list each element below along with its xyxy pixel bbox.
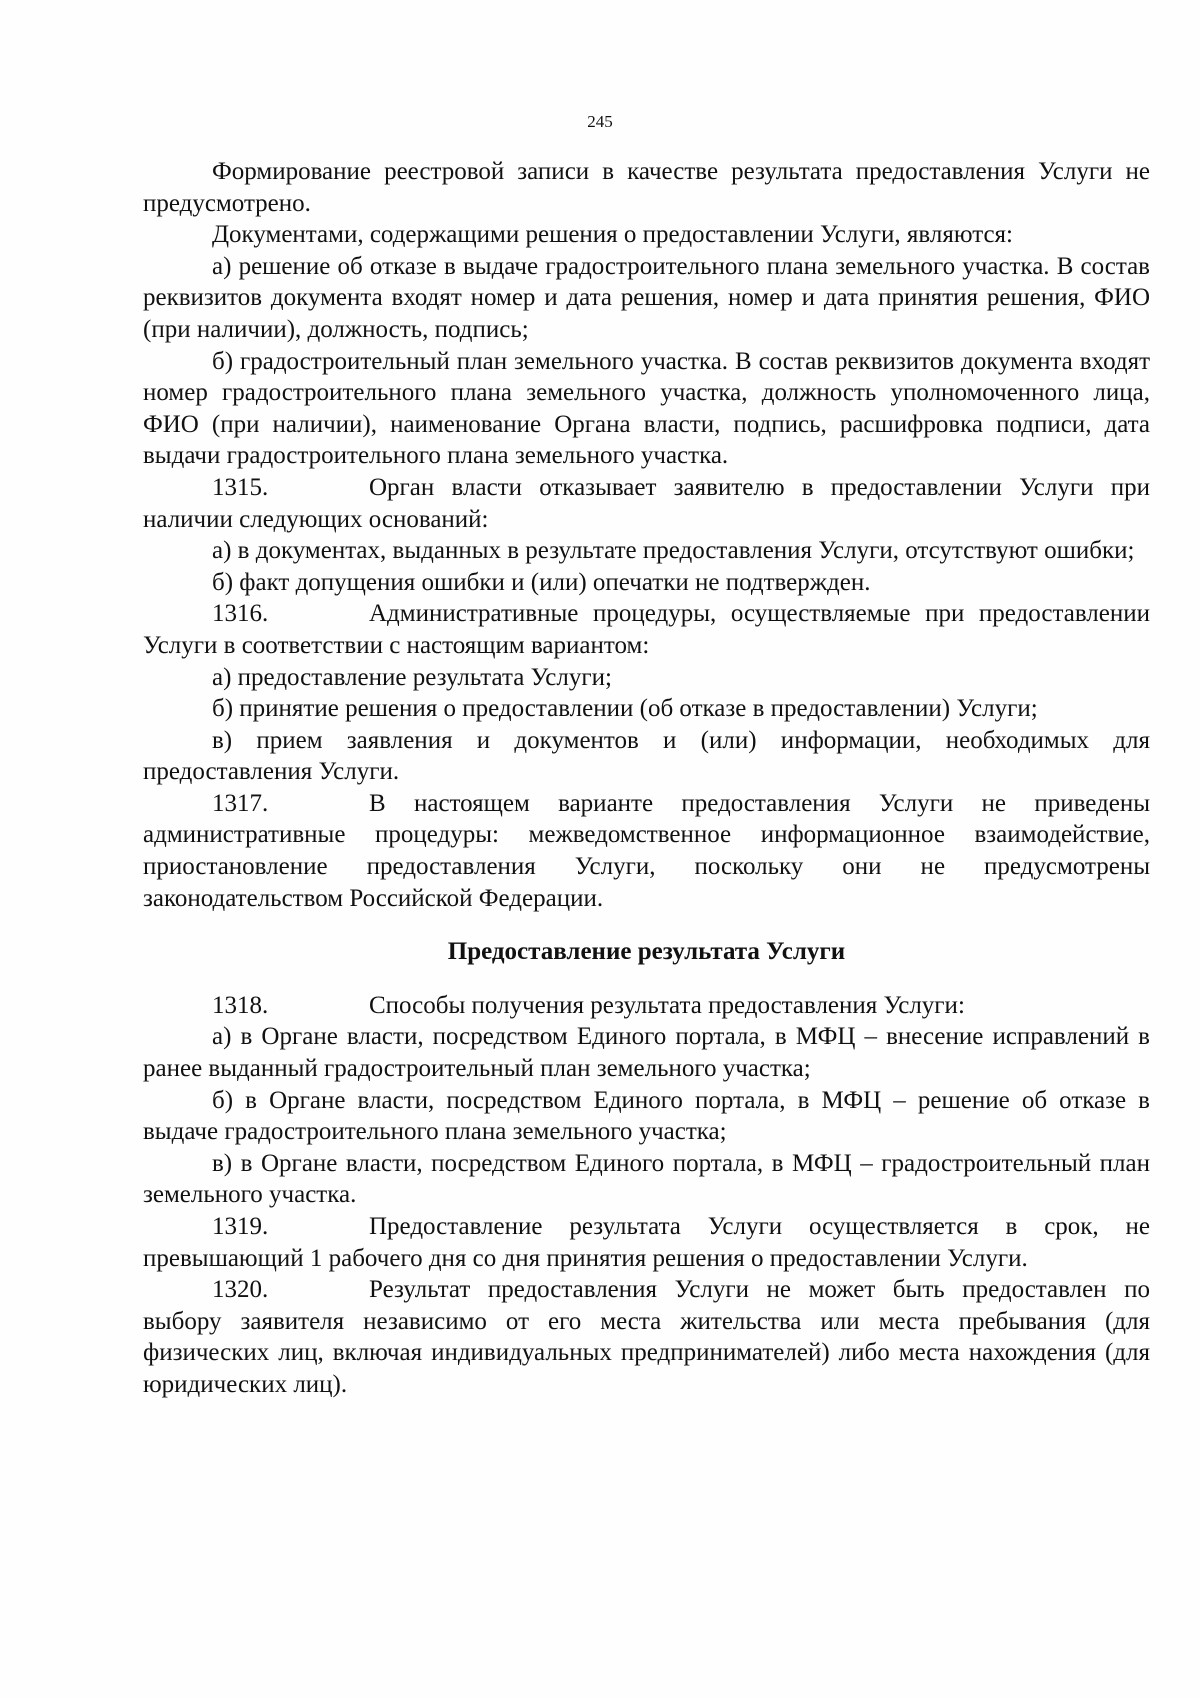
clause-number: 1316. (212, 600, 269, 628)
numbered-clause (143, 1274, 1150, 1400)
list-item: а) в документах, выданных в результате предоставления Услуги, отсутствуют ошибки; (212, 537, 1135, 565)
clause-text: В настоящем варианте предоставления Услуги не приведены административные процедуры: межведомственное информационное взаимодействие, приостановление предоставления Услуги, поскольку они не предусмотрены законодательством Российской Федерации. (143, 789, 1150, 912)
section-heading: Предоставление результата Услуги (447, 938, 846, 966)
clause-text: Способы получения результата предоставления Услуги: (369, 991, 965, 1019)
clause-number: 1320. (212, 1276, 269, 1304)
page-number: 245 (587, 112, 613, 131)
numbered-clause (143, 598, 1150, 661)
numbered-clause (143, 990, 1150, 1022)
list-item: а) решение об отказе в выдаче градостроительного плана земельного участка. В состав реквизитов документа входят номер и дата решения, номер и дата принятия решения, ФИО (при наличии), должность, подпись; (143, 252, 1150, 343)
clause-text: Предоставление результата Услуги осуществляется в срок, не превышающий 1 рабочего дня со дня принятия решения о предоставлении Услуги. (143, 1213, 1150, 1272)
clause-number: 1317. (212, 789, 269, 817)
list-item: б) в Органе власти, посредством Единого портала, в МФЦ – решение об отказе в выдаче градостроительного плана земельного участка; (143, 1086, 1150, 1146)
clause-text: Результат предоставления Услуги не может быть предоставлен по выбору заявителя независимо от его места жительства или места пребывания (для физических лиц, включая индивидуальных предпринимателей) либо места нахождения (для юридических лиц). (143, 1276, 1150, 1398)
numbered-clause (143, 472, 1150, 535)
list-item: в) в Органе власти, посредством Единого портала, в МФЦ – градостроительный план земельного участка. (143, 1149, 1150, 1209)
numbered-clause (143, 1211, 1150, 1274)
document-body (143, 156, 1150, 1401)
list-item: а) предоставление результата Услуги; (212, 663, 612, 691)
paragraph: Документами, содержащими решения о предоставлении Услуги, являются: (212, 221, 1013, 249)
list-item: в) прием заявления и документов и (или) информации, необходимых для предоставления Услуги. (143, 726, 1150, 786)
clause-number: 1315. (212, 473, 269, 501)
clause-number: 1318. (212, 991, 269, 1019)
list-item: б) принятие решения о предоставлении (об отказе в предоставлении) Услуги; (212, 695, 1038, 723)
clause-text: Орган власти отказывает заявителю в предоставлении Услуги при наличии следующих оснований: (143, 473, 1150, 533)
list-item: б) градостроительный план земельного участка. В состав реквизитов документа входят номер градостроительного плана земельного участка, должность уполномоченного лица, ФИО (при наличии), наименование Органа власти, подпись, расшифровка подписи, дата выдачи градостроительного плана земельного участка. (143, 347, 1150, 470)
numbered-clause (143, 788, 1150, 914)
clause-text: Административные процедуры, осуществляемые при предоставлении Услуги в соответствии с настоящим вариантом: (143, 600, 1150, 659)
clause-number: 1319. (212, 1213, 269, 1240)
list-item: а) в Органе власти, посредством Единого портала, в МФЦ – внесение исправлений в ранее выданный градостроительный план земельного участка; (143, 1023, 1150, 1083)
paragraph: Формирование реестровой записи в качестве результата предоставления Услуги не предусмотрено. (143, 158, 1150, 217)
list-item: б) факт допущения ошибки и (или) опечатки не подтвержден. (212, 568, 871, 596)
